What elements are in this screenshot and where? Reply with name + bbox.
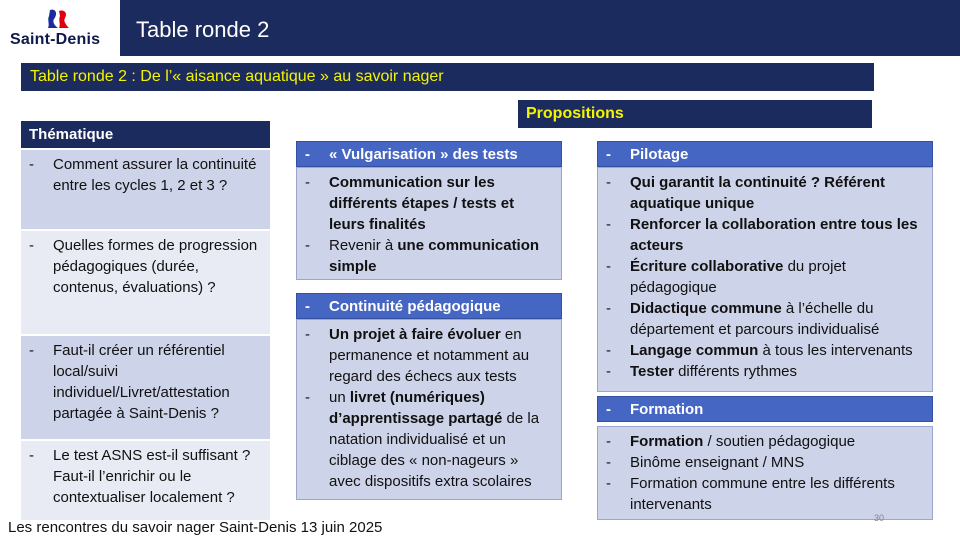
list-item: - Un projet à faire évoluer en permanence et notamment au regard des échecs aux tests: [305, 326, 530, 385]
pilotage-card: [597, 141, 933, 392]
list-item: - Comment assurer la continuité entre les cycles 1, 2 et 3 ?: [21, 148, 270, 229]
list-item: - Langage commun à tous les intervenants: [606, 342, 913, 359]
pilotage-heading: - Pilotage: [597, 141, 933, 167]
list-item: - Faut-il créer un référentiel local/suivi individuel/Livret/attestation partagée à Saint-Denis ?: [21, 334, 270, 439]
list-item: - Formation commune entre les différents intervenants: [606, 475, 895, 513]
subtitle-bar: [21, 63, 874, 91]
list-item: - Didactique commune à l’échelle du département et parcours individualisé: [606, 300, 880, 338]
logo: [0, 0, 120, 56]
formation-heading: - Formation: [597, 396, 933, 422]
title-bar: [120, 0, 960, 56]
page-number: 30: [874, 513, 885, 523]
vulgarisation-body: [296, 167, 562, 280]
formation-card: [597, 396, 933, 520]
pilotage-body: [597, 167, 933, 392]
thematique-table: [21, 121, 270, 520]
list-item: - Tester différents rythmes: [606, 363, 798, 380]
subtitle: Table ronde 2 : De l’« aisance aquatique » au savoir nager: [30, 68, 444, 85]
continuite-body: [296, 319, 562, 500]
continuite-heading: - Continuité pédagogique: [296, 293, 562, 319]
continuite-card: [296, 293, 562, 500]
footer-text: Les rencontres du savoir nager Saint-Denis 13 juin 2025: [8, 519, 383, 536]
vulgarisation-heading: - « Vulgarisation » des tests: [296, 141, 562, 167]
list-item: - Revenir à une communication simple: [305, 237, 540, 275]
propositions-bar: [518, 100, 872, 128]
propositions-label: Propositions: [526, 105, 624, 122]
list-item: - Communication sur les différents étapes / tests et leurs finalités: [305, 174, 515, 233]
list-item: - un livret (numériques) d’apprentissage partagé de la natation individualisé et un ciblage des « non-nageurs » avec dispositifs extra scolaires: [305, 389, 540, 490]
list-item: - Renforcer la collaboration entre tous les acteurs: [606, 216, 918, 254]
list-item: - Le test ASNS est-il suffisant ? Faut-il l’enrichir ou le contextualiser localement ?: [21, 439, 270, 520]
list-item: - Quelles formes de progression pédagogiques (durée, contenus, évaluations) ?: [21, 229, 270, 334]
page-title: Table ronde 2: [136, 17, 270, 42]
list-item: - Binôme enseignant / MNS: [606, 454, 805, 471]
list-item: - Qui garantit la continuité ? Référent aquatique unique: [606, 174, 886, 212]
vulgarisation-card: [296, 141, 562, 280]
logo-text: Saint-Denis: [10, 31, 101, 48]
list-item: - Formation / soutien pédagogique: [606, 433, 856, 450]
marianne-logo-icon: [44, 8, 74, 30]
formation-body: [597, 426, 933, 520]
list-item: - Écriture collaborative du projet pédagogique: [606, 258, 846, 296]
thematique-heading: Thématique: [21, 121, 270, 148]
